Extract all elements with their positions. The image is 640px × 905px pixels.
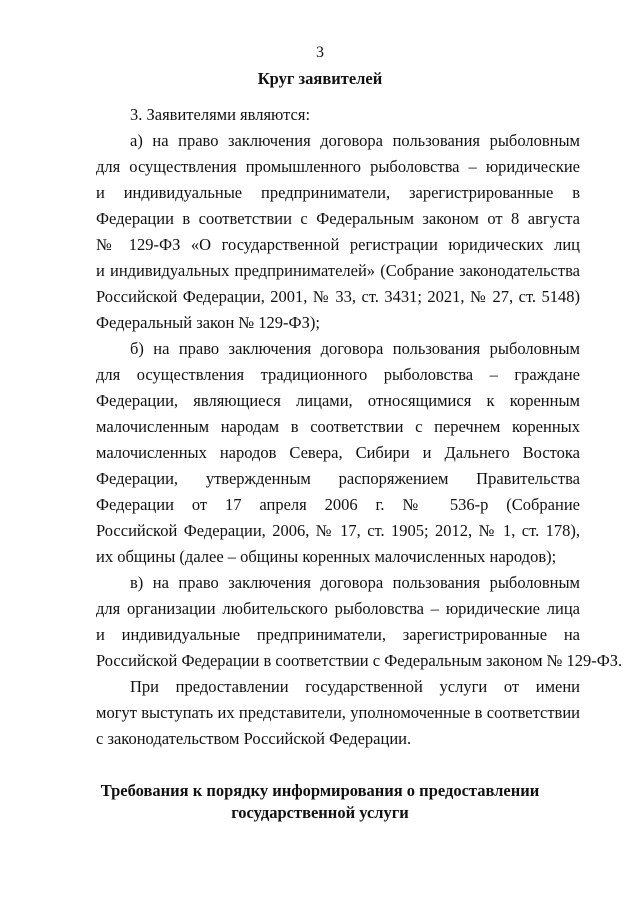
paragraph-line: Федерации в соответствии с Федеральным законом от 8 августа <box>96 209 580 228</box>
page-number: 3 <box>316 44 324 61</box>
paragraph-line: их общины (далее – общины коренных малочисленных народов); <box>96 547 557 566</box>
paragraph-line: и индивидуальные предприниматели, зарегистрированные в <box>96 183 580 202</box>
paragraph-line: 3. Заявителями являются: <box>130 105 311 124</box>
paragraph-line: для организации любительского рыболовства – юридические лица <box>96 599 580 618</box>
paragraph-line: малочисленным народам в соответствии с перечнем коренных <box>96 417 580 436</box>
paragraph-line: Федеральный закон № 129-ФЗ); <box>96 313 320 332</box>
paragraph-line: Российской Федерации, 2006, № 17, ст. 1905; 2012, № 1, ст. 178), <box>96 521 580 540</box>
paragraph-line: для осуществления традиционного рыболовства – граждане <box>96 365 580 384</box>
paragraph-line: При предоставлении государственной услуги от имени <box>130 677 580 696</box>
paragraph-line: для осуществления промышленного рыболовства – юридические <box>96 157 580 176</box>
paragraph-line: в) на право заключения договора пользования рыболовным <box>130 573 580 592</box>
paragraph-line: Федерации, являющиеся лицами, относящимися к коренным <box>96 391 580 410</box>
paragraph-line: и индивидуальные предприниматели, зарегистрированные на <box>96 625 580 644</box>
paragraph-line: с законодательством Российской Федерации. <box>96 729 412 748</box>
paragraph-line: б) на право заключения договора пользования рыболовным <box>130 339 580 358</box>
paragraph-line: Российской Федерации, 2001, № 33, ст. 3431; 2021, № 27, ст. 5148) <box>96 287 580 306</box>
paragraph-line: Федерации, утвержденным распоряжением Правительства <box>96 469 580 488</box>
section-title-information-line1: Требования к порядку информирования о предоставлении <box>100 781 540 800</box>
paragraph-line: могут выступать их представители, уполномоченные в соответствии <box>96 703 580 722</box>
paragraph-line: и индивидуальных предпринимателей» (Собрание законодательства <box>96 261 580 280</box>
section-title-information-line2: государственной услуги <box>231 803 409 822</box>
paragraph-line: малочисленных народов Севера, Сибири и Дальнего Востока <box>96 443 580 462</box>
paragraph-line: № 129-ФЗ «О государственной регистрации юридических лиц <box>96 235 580 254</box>
paragraph-line: Федерации от 17 апреля 2006 г. № 536-р (Собрание <box>96 495 580 514</box>
section-title-applicants: Круг заявителей <box>257 69 383 88</box>
paragraph-line: а) на право заключения договора пользования рыболовным <box>130 131 580 150</box>
paragraph-line: Российской Федерации в соответствии с Федеральным законом № 129-ФЗ. <box>96 651 623 670</box>
